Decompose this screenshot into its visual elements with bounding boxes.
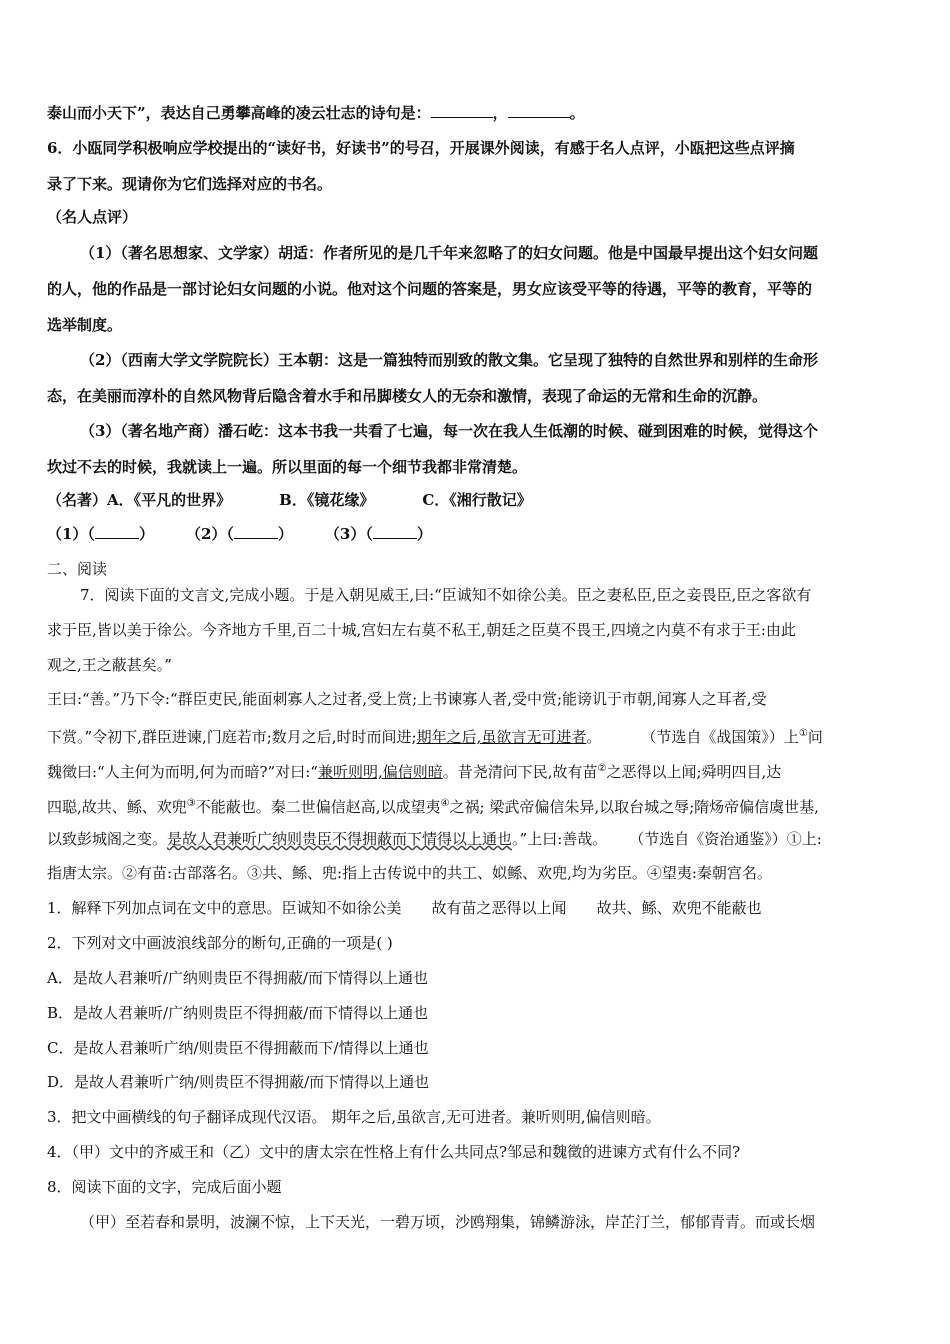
- q7-subq-4: 4．（甲）文中的齐威王和（乙）文中的唐太宗在性格上有什么共同点?邹忌和魏徵的进谏方式有什么不同?: [47, 1143, 741, 1161]
- option-d[interactable]: D．是故人君兼听广纳/则贵臣不得拥蔽/而下情得以上通也: [47, 1073, 430, 1091]
- q5-blank-1[interactable]: [431, 103, 493, 118]
- q7-line-7-end: 之祸; 梁武帝偏信朱异,以取台城之辱;隋炀帝偏信虞世基,: [449, 798, 819, 816]
- q8-paragraph-1: （甲）至若春和景明，波澜不惊，上下天光，一碧万顷，沙鸥翔集，锦鳞游泳，岸芷汀兰，郁郁青青。而或长烟: [80, 1213, 816, 1231]
- q6-comment-1a: （1）（著名思想家、文学家）胡适：作者所见的是几千年来忽略了的妇女问题。他是中国最早提出这个妇女问题: [80, 244, 818, 262]
- answer-1-label: （1）（: [47, 525, 95, 543]
- answer-2-blank[interactable]: [234, 524, 278, 539]
- answer-1-blank[interactable]: [95, 524, 139, 539]
- footnote-mark-2: ②: [597, 763, 607, 774]
- q7-line-6-mid: 。昔尧清问下民,故有苗: [442, 763, 598, 781]
- q6-comment-2a: （2）（西南大学文学院院长）王本朝：这是一篇独特而别致的散文集。它呈现了独特的自然世界和别样的生命形: [80, 351, 818, 369]
- footnote-mark-1: ①: [798, 728, 808, 739]
- q6-comment-3b: 坎过不去的时候，我就读上一遍。所以里面的每一个细节我都非常清楚。: [47, 458, 528, 476]
- books-label: （名著）: [47, 491, 108, 509]
- q7-line-5-period: 。: [586, 728, 602, 746]
- q8-title: 8．阅读下面的文字，完成后面小题: [47, 1178, 282, 1196]
- q7-line-5-text: 下赏。”令初下,群臣进谏,门庭若市;数月之后,时时而间进;: [47, 728, 417, 746]
- option-b[interactable]: B．是故人君兼听/广纳则贵臣不得拥蔽/而下情得以上通也: [47, 1004, 429, 1022]
- q6-heading: （名人点评）: [47, 208, 138, 226]
- subq-1-phrase-3: 故共、鲧、欢兜不能蔽也: [596, 899, 762, 917]
- q7-subq-1: [47, 898, 907, 918]
- q5-sep: ，: [492, 104, 508, 122]
- option-a[interactable]: A．是故人君兼听/广纳则贵臣不得拥蔽/而下情得以上通也: [47, 969, 428, 987]
- book-b: B．《镜花缘》: [279, 491, 375, 509]
- q5-blank-2[interactable]: [508, 103, 570, 118]
- q6-comment-3a: （3）（著名地产商）潘石屹：这本书我一共看了七遍，每一次在我人生低潮的时候、碰到困难的时候，觉得这个: [80, 422, 818, 440]
- q7-line-6-end: 之恶得以上闻;舜明四目,达: [606, 763, 782, 781]
- answer-2-label: （2）（: [185, 525, 234, 543]
- q5-tail-line: [47, 103, 907, 123]
- q6-comment-2b: 态，在美丽而淳朴的自然风物背后隐含着水手和吊脚楼女人的无奈和激情，表现了命运的无常和生命的沉静。: [47, 387, 768, 405]
- underlined-sentence-1: 期年之后,虽欲言无可进者: [416, 728, 587, 746]
- q5-end: 。: [569, 104, 585, 122]
- q7-footnotes: 指唐太宗。②有苗:古部落名。③共、鲧、兜:指上古传说中的共工、姒鲧、欢兜,均为劣臣。④望夷:秦朝宫名。: [47, 864, 772, 882]
- q7-subq-2: 2．下列对文中画波浪线部分的断句,正确的一项是( ): [47, 934, 393, 952]
- subq-1-text: 1．解释下列加点词在文中的意思。臣诚知不如徐公美: [47, 899, 402, 917]
- q7-line-6-text: 魏徵曰:“人主何为而明,何为而暗?”对曰:“: [47, 763, 318, 781]
- option-c[interactable]: C．是故人君兼听广纳/则贵臣不得拥蔽而下/情得以上通也: [47, 1039, 429, 1057]
- q7-line-7-mid: 不能蔽也。秦二世偏信赵高,以成望夷: [195, 798, 441, 816]
- q6-line-1: 6．小瓯同学积极响应学校提出的“读好书，好读书”的号召，开展课外阅读，有感于名人点评，小瓯把这些点评摘: [47, 139, 795, 157]
- q7-line-5: [47, 724, 907, 747]
- q6-answer-line: [47, 524, 907, 544]
- q7-line-1: 7．阅读下面的文言文,完成小题。于是入朝见威王,曰:“臣诚知不如徐公美。臣之妻私臣,臣之妾畏臣,臣之客欲有: [80, 586, 812, 604]
- q7-line-5-end: 问: [807, 728, 823, 746]
- q7-line-3: 观之,王之蔽甚矣。”: [47, 656, 172, 674]
- section-heading-reading: 二、阅读: [47, 560, 108, 578]
- q7-line-8-mid: 。”上曰:善哉。: [512, 830, 608, 848]
- q5-text: 泰山而小天下”，表达自己勇攀高峰的凌云壮志的诗句是：: [47, 104, 431, 122]
- source-zhanguoce: （节选自《战国策》）上: [641, 728, 799, 746]
- q6-books-line: [47, 490, 907, 510]
- book-c: C．《湘行散记》: [422, 491, 532, 509]
- footnote-mark-4: ④: [440, 798, 450, 809]
- q7-line-4: 王曰:“善。”乃下令:“群臣吏民,能面刺寡人之过者,受上赏;上书谏寡人者,受中赏;能谤讥于市朝,闻寡人之耳者,受: [47, 690, 767, 708]
- answer-3-label: （3）（: [324, 525, 373, 543]
- q6-comment-1b: 的人，他的作品是一部讨论妇女问题的小说。他对这个问题的答案是，男女应该受平等的待遇，平等的教育，平等的: [47, 280, 813, 298]
- answer-3-close: ）: [416, 525, 432, 543]
- q7-line-8: [47, 829, 907, 849]
- answer-2-close: ）: [277, 525, 293, 543]
- wavy-underlined-sentence: 是故人君兼听广纳则贵臣不得拥蔽而下情得以上通也: [167, 830, 513, 848]
- answer-3-blank[interactable]: [373, 524, 417, 539]
- source-zizhitongjian: （节选自《资治通鉴》）①上:: [629, 830, 822, 848]
- q7-subq-3: 3．把文中画横线的句子翻译成现代汉语。 期年之后,虽欲言,无可进者。兼听则明,偏信则暗。: [47, 1108, 661, 1126]
- footnote-mark-3: ③: [186, 798, 196, 809]
- underlined-sentence-2: 兼听则明,偏信则暗: [317, 763, 443, 781]
- q7-line-2: 求于臣,皆以美于徐公。今齐地方千里,百二十城,宫妇左右莫不私王,朝廷之臣莫不畏王,四境之内莫不有求于王:由此: [47, 621, 796, 639]
- q7-line-7: [47, 794, 907, 817]
- subq-1-phrase-2: 故有苗之恶得以上闻: [431, 899, 567, 917]
- q6-comment-1c: 选举制度。: [47, 316, 123, 334]
- q6-line-2: 录了下来。现请你为它们选择对应的书名。: [47, 175, 333, 193]
- book-a: A．《平凡的世界》: [107, 491, 232, 509]
- q7-line-7-text: 四聪,故共、鲧、欢兜: [47, 798, 187, 816]
- q7-line-8-text: 以致彭城阁之变。: [47, 830, 168, 848]
- q7-line-6: [47, 759, 907, 782]
- answer-1-close: ）: [138, 525, 154, 543]
